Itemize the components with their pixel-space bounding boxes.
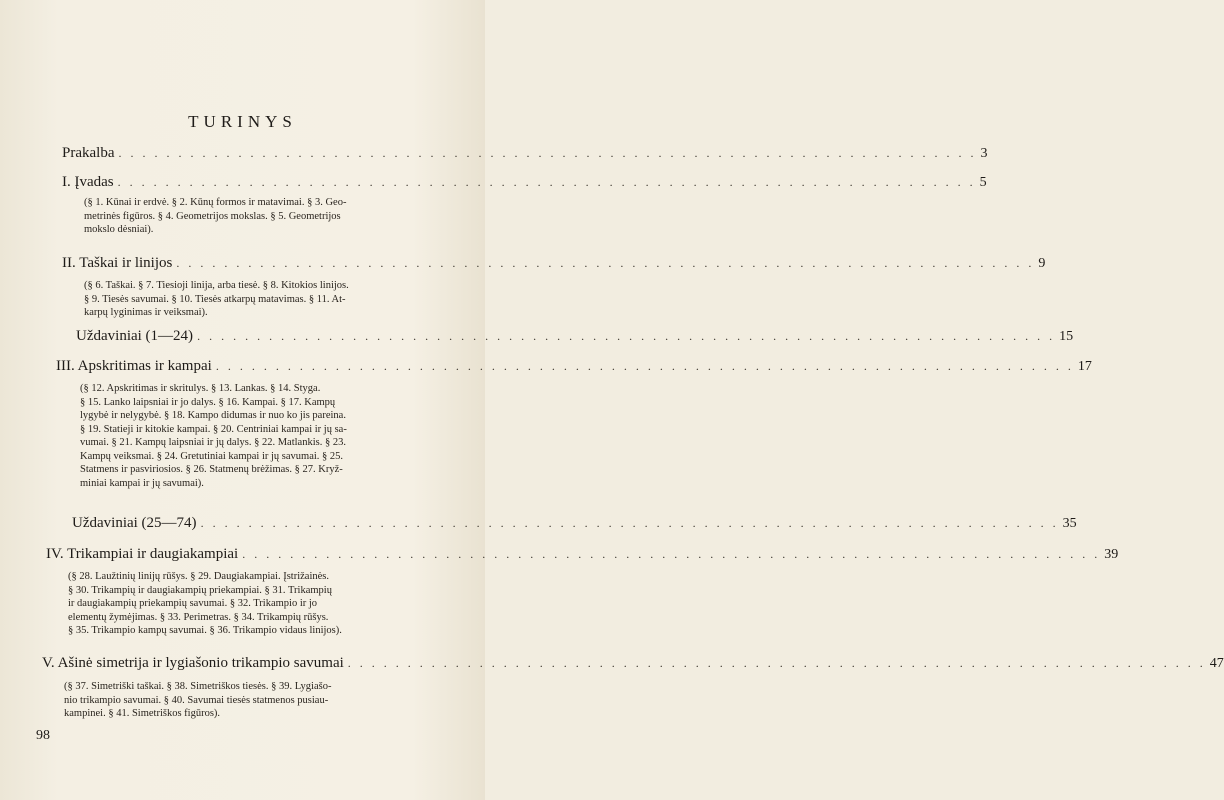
toc-entry-title: V. Ašinė simetrija ir lygiašonio trikampio savumai bbox=[42, 655, 344, 671]
toc-entry-subsections bbox=[80, 382, 458, 490]
leader-dots bbox=[197, 329, 1055, 344]
toc-entry-page: 17 bbox=[1077, 359, 1092, 374]
subsection-line: elementų žymėjimas. § 33. Perimetras. § 34. Trikampių rūšys. bbox=[68, 611, 329, 623]
toc-entry-page: 15 bbox=[1059, 329, 1074, 344]
subsection-line: (§ 6. Taškai. § 7. Tiesioji linija, arba tiesė. § 8. Kitokios linijos. bbox=[84, 280, 349, 291]
toc-entry-ivadas bbox=[62, 174, 987, 191]
subsection-line: lygybė ir nelygybė. § 18. Kampo didumas ir nuo ko jis pareina. bbox=[80, 410, 346, 421]
toc-entry-title: II. Taškai ir linijos bbox=[62, 255, 173, 271]
subsection-line: (§ 12. Apskritimas ir skritulys. § 13. Lankas. § 14. Styga. bbox=[80, 383, 321, 394]
toc-entry-page: 3 bbox=[980, 146, 988, 161]
toc-entry-subsections bbox=[68, 570, 450, 638]
leader-dots bbox=[216, 359, 1074, 374]
leader-dots bbox=[201, 516, 1059, 531]
toc-entry-page: 47 bbox=[1209, 656, 1224, 671]
leader-dots bbox=[176, 256, 1034, 271]
subsection-line: (§ 1. Kūnai ir erdvė. § 2. Kūnų formos ir matavimai. § 3. Geo- bbox=[84, 197, 347, 208]
leader-dots bbox=[118, 146, 976, 161]
subsection-line: § 9. Tiesės savumai. § 10. Tiesės atkarpų matavimas. § 11. At- bbox=[84, 293, 346, 305]
toc-entry-taskai-ir-linijos bbox=[62, 255, 1046, 272]
leader-dots bbox=[242, 547, 1100, 562]
leader-dots bbox=[118, 175, 976, 190]
subsection-line: (§ 37. Simetriški taškai. § 38. Simetriškos tiesės. § 39. Lygiašo- bbox=[64, 681, 332, 692]
subsection-line: § 15. Lanko laipsniai ir jo dalys. § 16. Kampai. § 17. Kampų bbox=[80, 396, 336, 408]
toc-entry-uzdaviniai-1-24 bbox=[76, 328, 1074, 345]
subsection-line: ir daugiakampių priekampių savumai. § 32. Trikampio ir jo bbox=[68, 598, 318, 609]
toc-entry-title: Uždaviniai (1—24) bbox=[76, 328, 194, 344]
toc-entry-subsections bbox=[64, 680, 444, 721]
toc-entry-title: Uždaviniai (25—74) bbox=[72, 515, 197, 531]
toc-entry-title: I. Įvadas bbox=[62, 174, 114, 190]
subsection-line: karpų lyginimas ir veiksmai). bbox=[84, 307, 208, 318]
toc-entry-trikampiai-ir-daugiakampiai bbox=[46, 546, 1119, 563]
toc-entry-page: 35 bbox=[1062, 516, 1077, 531]
subsection-line: Kampų veiksmai. § 24. Gretutiniai kampai ir jų savumai. § 25. bbox=[80, 450, 344, 462]
page-number: 98 bbox=[36, 728, 50, 743]
toc-entry-page: 5 bbox=[979, 175, 987, 190]
leader-dots bbox=[348, 656, 1206, 671]
toc-entry-subsections bbox=[84, 279, 462, 320]
subsection-line: kampinei. § 41. Simetriškos figūros). bbox=[64, 708, 221, 719]
toc-entry-title: III. Apskritimas ir kampai bbox=[56, 358, 212, 374]
subsection-line: mokslo dėsniai). bbox=[84, 224, 154, 235]
subsection-line: miniai kampai ir jų savumai). bbox=[80, 477, 204, 489]
subsection-line: § 30. Trikampių ir daugiakampių priekampiai. § 31. Trikampių bbox=[68, 584, 332, 596]
subsection-line: Statmens ir pasviriosios. § 26. Statmenų brėžimas. § 27. Kryž- bbox=[80, 464, 343, 475]
subsection-line: (§ 28. Laužtinių linijų rūšys. § 29. Daugiakampiai. Įstrižainės. bbox=[68, 571, 329, 582]
toc-entry-uzdaviniai-25-74 bbox=[72, 515, 1077, 532]
toc-entry-title: IV. Trikampiai ir daugiakampiai bbox=[46, 546, 239, 562]
subsection-line: vumai. § 21. Kampų laipsniai ir jų dalys. § 22. Matlankis. § 23. bbox=[80, 437, 346, 448]
toc-entry-asine-simetrija bbox=[42, 655, 1224, 672]
toc-entry-prakalba bbox=[62, 145, 988, 162]
subsection-line: metrinės figūros. § 4. Geometrijos mokslas. § 5. Geometrijos bbox=[84, 210, 341, 222]
page-title: TURINYS bbox=[188, 112, 297, 131]
subsection-line: § 35. Trikampio kampų savumai. § 36. Trikampio vidaus linijos). bbox=[68, 625, 342, 636]
toc-entry-page: 39 bbox=[1104, 547, 1119, 562]
toc-entry-apskritimas-ir-kampai bbox=[56, 358, 1092, 375]
subsection-line: § 19. Statieji ir kitokie kampai. § 20. Centriniai kampai ir jų sa- bbox=[80, 423, 347, 435]
toc-entry-subsections bbox=[84, 196, 462, 237]
subsection-line: nio trikampio savumai. § 40. Savumai tiesės statmenos pusiau- bbox=[64, 694, 329, 706]
toc-entry-page: 9 bbox=[1038, 256, 1046, 271]
toc-entry-title: Prakalba bbox=[62, 145, 115, 161]
